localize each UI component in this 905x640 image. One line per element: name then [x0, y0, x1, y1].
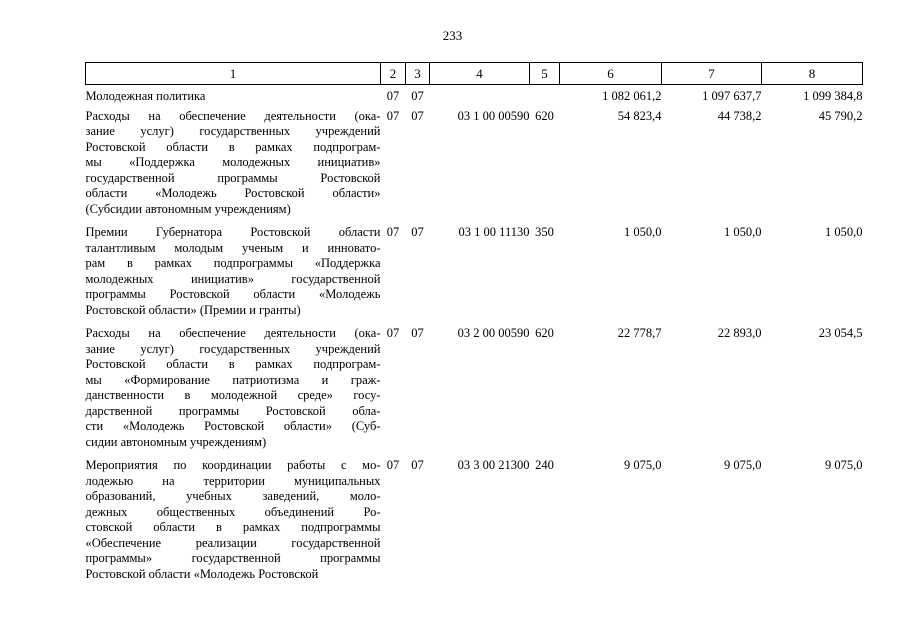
subsection-code: 07 — [411, 326, 424, 340]
row-name-line: сидии автономным учреждениям) — [85, 434, 267, 449]
amount-col-6: 1 050,0 — [624, 225, 662, 239]
amount-col-8: 45 790,2 — [818, 108, 863, 123]
header-col-1: 1 — [86, 63, 381, 85]
table-row — [86, 85, 863, 105]
expense-type-code — [530, 85, 560, 105]
row-name-cell — [86, 85, 381, 105]
amount-col-7: 1 097 637,7 — [702, 89, 762, 103]
table-row — [86, 105, 863, 222]
section-code: 07 — [386, 458, 400, 472]
row-name-line: дарственной программы Ростовской обла- — [85, 403, 381, 418]
row-name-cell — [86, 221, 381, 322]
subsection-code: 07 — [411, 89, 424, 103]
expense-type-code: 350 — [535, 225, 554, 239]
amount-col-7: 44 738,2 — [717, 108, 762, 123]
row-name-cell — [86, 454, 381, 586]
row-name-line: Расходы на обеспечение деятельности (ока- — [85, 326, 381, 340]
header-row — [86, 63, 863, 85]
row-name-line: Ростовской области» (Премии и гранты) — [85, 302, 301, 317]
row-name-line: мы «Формирование патриотизма и граж- — [85, 372, 381, 387]
expense-type-code: 620 — [535, 108, 554, 123]
subsection-code: 07 — [411, 458, 424, 472]
row-name-line: дежных общественных объединений Ро- — [85, 504, 381, 519]
row-name-cell — [86, 322, 381, 454]
row-name-line: Премии Губернатора Ростовской области — [85, 225, 381, 239]
row-name-line: Молодежная политика — [85, 89, 206, 103]
amount-col-6: 22 778,7 — [617, 326, 662, 340]
target-article-code: 03 3 00 21300 — [457, 458, 530, 472]
amount-col-8: 1 050,0 — [825, 225, 863, 239]
subsection-code: 07 — [411, 108, 424, 123]
row-name-line: сти «Молодежь Ростовской области» (Суб- — [85, 419, 381, 433]
budget-table — [85, 62, 863, 586]
row-name-line: мы «Поддержка молодежных инициатив» — [85, 155, 381, 169]
table-row — [86, 322, 863, 454]
row-name-line: данственности в молодежной среде» госу- — [85, 388, 381, 402]
row-name-line: государственной программы Ростовской — [85, 170, 381, 185]
target-article-code: 03 1 00 00590 — [457, 108, 530, 123]
row-name-line: Расходы на обеспечение деятельности (ока- — [85, 108, 381, 123]
subsection-code: 07 — [411, 225, 424, 239]
row-name-line: молодежных инициатив» государственной — [85, 271, 381, 286]
row-name-cell — [86, 105, 381, 222]
table-row — [86, 454, 863, 586]
amount-col-6: 1 082 061,2 — [602, 89, 662, 103]
page-number: 233 — [442, 28, 463, 43]
amount-col-6: 9 075,0 — [624, 458, 662, 472]
row-name-line: стовской области в рамках подпрограммы — [85, 520, 381, 534]
section-code: 07 — [386, 89, 400, 103]
header-col-8: 8 — [762, 63, 863, 85]
row-name-line: (Субсидии автономным учреждениям) — [85, 201, 291, 216]
amount-col-8: 1 099 384,8 — [803, 89, 863, 103]
target-article-code: 03 1 00 11130 — [458, 225, 530, 239]
row-name-line: Ростовской области в рамках подпрограм- — [85, 139, 381, 154]
row-name-line: программы Ростовской области «Молодежь — [85, 287, 381, 301]
header-col-4: 4 — [430, 63, 530, 85]
target-article-code — [430, 85, 530, 105]
amount-col-7: 1 050,0 — [724, 225, 762, 239]
row-name-line: «Обеспечение реализации государственной — [85, 535, 381, 550]
amount-col-7: 22 893,0 — [717, 326, 762, 340]
table-body — [86, 85, 863, 587]
amount-col-7: 9 075,0 — [724, 458, 762, 472]
row-name-line: программы» государственной программы — [85, 551, 381, 565]
amount-col-8: 23 054,5 — [818, 326, 863, 340]
row-name-line: области «Молодежь Ростовской области» — [85, 186, 381, 200]
expense-type-code: 620 — [535, 326, 554, 340]
target-article-code: 03 2 00 00590 — [457, 326, 530, 340]
row-name-line: зание услуг) государственных учреждений — [85, 341, 381, 356]
table-row — [86, 221, 863, 322]
row-name-line: рам в рамках подпрограммы «Поддержка — [85, 256, 381, 270]
row-name-line: Мероприятия по координации работы с мо- — [85, 458, 381, 472]
row-name-line: образований, учебных заведений, моло- — [85, 489, 381, 503]
amount-col-6: 54 823,4 — [617, 108, 662, 123]
header-col-2: 2 — [381, 63, 406, 85]
header-col-5: 5 — [530, 63, 560, 85]
row-name-line: Ростовской области «Молодежь Ростовской — [85, 566, 319, 581]
header-col-3: 3 — [406, 63, 430, 85]
row-name-line: лодежью на территории муниципальных — [85, 473, 381, 488]
header-col-6: 6 — [560, 63, 662, 85]
amount-col-8: 9 075,0 — [825, 458, 863, 472]
row-name-line: Ростовской области в рамках подпрограм- — [85, 357, 381, 371]
expense-type-code: 240 — [535, 458, 554, 472]
header-col-7: 7 — [662, 63, 762, 85]
section-code: 07 — [386, 326, 400, 340]
row-name-line: талантливым молодым ученым и инновато- — [85, 240, 381, 255]
row-name-line: зание услуг) государственных учреждений — [85, 124, 381, 138]
section-code: 07 — [386, 225, 400, 239]
section-code: 07 — [386, 108, 400, 123]
